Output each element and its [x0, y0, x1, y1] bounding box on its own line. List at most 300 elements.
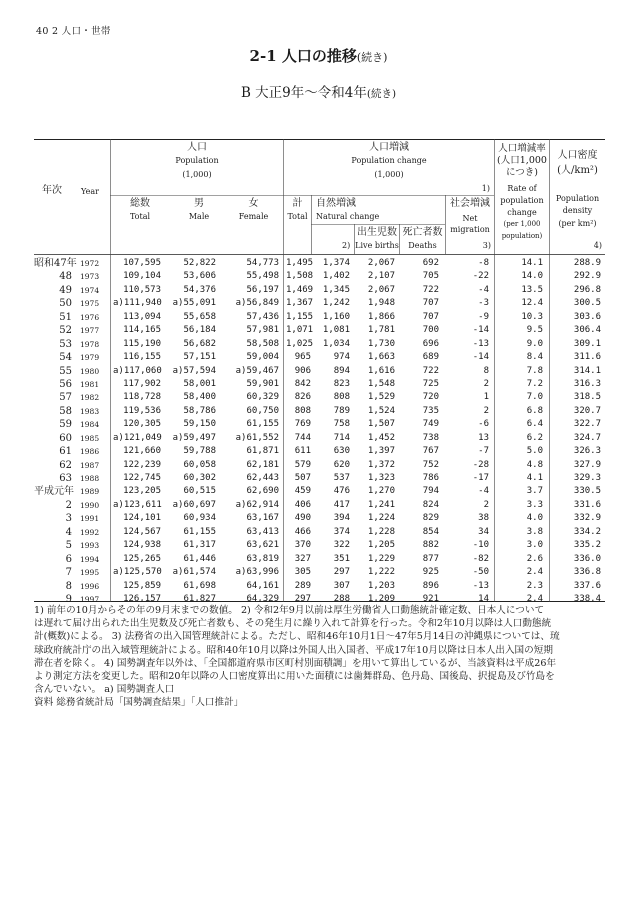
- cell-female: 62,443: [246, 473, 279, 483]
- cell-rate: 7.0: [526, 392, 543, 403]
- cell-deaths: 896: [422, 580, 439, 591]
- cell-chg: 965: [294, 352, 311, 363]
- cell-births: 1,866: [367, 311, 395, 322]
- cell-female: 59,901: [246, 378, 279, 389]
- row-year: 1972: [80, 259, 100, 268]
- cell-male: 61,317: [183, 540, 216, 551]
- table-row: [34, 459, 605, 472]
- cell-den: 318.5: [573, 392, 601, 403]
- cell-chg: 1,155: [286, 311, 314, 322]
- cell-nat: 394: [333, 513, 350, 524]
- table-row: [34, 284, 605, 297]
- row-year: 1975: [80, 299, 100, 309]
- cell-soc: 2: [483, 405, 489, 416]
- cell-rate: 7.2: [526, 378, 543, 389]
- cell-den: 337.6: [573, 580, 601, 591]
- cell-female: 57,436: [246, 311, 279, 322]
- cell-total: 122,745: [123, 473, 161, 483]
- cell-soc: -13: [472, 338, 489, 349]
- cell-male: 61,155: [183, 526, 216, 537]
- hdr-deaths-en: Deaths: [408, 241, 437, 250]
- hdr-natural-ja: 自然増減: [316, 198, 356, 209]
- cell-chg: 289: [294, 580, 311, 591]
- hdr-female-en: Female: [238, 212, 269, 221]
- table-row: [34, 378, 605, 391]
- hdr-rate-en5: population): [501, 232, 543, 240]
- cell-births: 1,397: [367, 446, 395, 457]
- table-row: [34, 566, 605, 579]
- cell-nat: 974: [333, 352, 350, 363]
- cell-nat: 374: [333, 526, 350, 537]
- cell-chg: 466: [294, 526, 311, 537]
- hdr-rate-en3: change: [507, 208, 537, 217]
- cell-rate: 3.8: [526, 526, 543, 537]
- row-year: 1994: [80, 554, 100, 564]
- row-era: 50: [59, 298, 72, 310]
- note-line: より測定方法を変更した。昭和20年以降の人口密度算出に用いた面積には歯舞群島、色丹島、国後島、択捉島及び竹島を: [34, 671, 555, 683]
- cell-den: 338.4: [573, 593, 601, 604]
- cell-births: 1,781: [367, 325, 395, 336]
- subtitle-continued: (続き): [366, 88, 397, 100]
- cell-deaths: 921: [422, 593, 439, 604]
- cell-male: 61,827: [183, 593, 216, 604]
- cell-births: 1,548: [367, 378, 395, 389]
- cell-chg: 744: [294, 432, 311, 443]
- cell-female: 55,498: [246, 271, 279, 282]
- cell-nat: 351: [333, 553, 350, 564]
- row-year: 1979: [80, 353, 100, 363]
- cell-deaths: 705: [422, 271, 439, 282]
- cell-chg: 459: [294, 486, 311, 497]
- cell-den: 303.6: [573, 311, 601, 322]
- hdr-rate-ja1: 人口増減率: [498, 143, 546, 154]
- cell-births: 1,507: [367, 419, 395, 430]
- cell-deaths: 696: [422, 338, 439, 349]
- cell-male: 59,150: [183, 419, 216, 430]
- cell-nat: 1,242: [322, 298, 350, 309]
- footnote-3: 3): [482, 241, 491, 250]
- cell-total: a)111,940: [113, 298, 162, 309]
- cell-births: 1,270: [367, 486, 395, 497]
- cell-female: 54,773: [246, 258, 279, 268]
- cell-soc: -10: [472, 540, 489, 551]
- cell-total: 115,190: [123, 338, 161, 349]
- cell-male: 61,446: [183, 553, 216, 564]
- hdr-density-en1: Population: [555, 194, 600, 203]
- cell-deaths: 794: [422, 486, 439, 497]
- cell-total: 107,595: [123, 258, 161, 268]
- cell-total: a)125,570: [113, 567, 162, 578]
- cell-total: 117,902: [123, 378, 161, 389]
- cell-male: a)60,697: [172, 499, 216, 510]
- cell-soc: -28: [472, 459, 489, 470]
- row-era: 7: [65, 567, 72, 579]
- cell-nat: 714: [333, 432, 350, 443]
- cell-nat: 808: [333, 392, 350, 403]
- cell-nat: 1,081: [322, 325, 350, 336]
- cell-den: 300.5: [573, 298, 601, 309]
- row-year: 1978: [80, 339, 100, 349]
- hdr-deaths-ja: 死亡者数: [402, 227, 443, 238]
- row-year: 1985: [80, 433, 100, 443]
- row-year: 1973: [80, 272, 100, 282]
- cell-den: 334.2: [573, 526, 601, 537]
- cell-births: 1,452: [367, 432, 395, 443]
- cell-rate: 4.1: [526, 473, 543, 483]
- cell-deaths: 707: [422, 298, 439, 309]
- cell-total: a)117,060: [113, 365, 162, 376]
- cell-soc: 14: [478, 593, 489, 604]
- cell-deaths: 738: [422, 432, 439, 443]
- cell-total: 124,938: [123, 540, 161, 551]
- cell-total: 113,094: [123, 311, 161, 322]
- cell-total: 119,536: [123, 405, 161, 416]
- cell-nat: 789: [333, 405, 350, 416]
- cell-soc: 8: [483, 365, 489, 376]
- row-era: 2: [65, 499, 72, 511]
- cell-rate: 6.2: [526, 432, 543, 443]
- cell-female: 62,181: [246, 459, 279, 470]
- cell-nat: 1,345: [322, 284, 350, 295]
- cell-soc: -6: [478, 419, 489, 430]
- hdr-births-ja: 出生児数: [357, 227, 397, 238]
- source-line: 資料 総務省統計局「国勢調査結果」「人口推計」: [34, 697, 244, 709]
- cell-chg: 579: [294, 459, 311, 470]
- cell-male: a)57,594: [172, 365, 216, 376]
- table-row: [34, 526, 605, 539]
- cell-soc: -3: [478, 298, 489, 309]
- cell-soc: -9: [478, 311, 489, 322]
- row-year: 1988: [80, 474, 100, 483]
- cell-male: 61,698: [183, 580, 216, 591]
- row-year: 1981: [80, 379, 100, 389]
- cell-total: 124,101: [123, 513, 161, 524]
- cell-male: 54,376: [183, 284, 216, 295]
- cell-births: 1,524: [367, 405, 395, 416]
- cell-rate: 7.8: [526, 365, 543, 376]
- cell-deaths: 752: [422, 459, 439, 470]
- note-line: 球政府統計庁の出入域管理統計による。昭和40年10月以降は外国人出入国者、平成17年10月以降は日本人出入国の短期: [34, 644, 553, 656]
- cell-deaths: 925: [422, 567, 439, 578]
- row-year: 1986: [80, 447, 100, 457]
- cell-chg: 370: [294, 540, 311, 551]
- cell-nat: 823: [333, 378, 350, 389]
- cell-chg: 842: [294, 378, 311, 389]
- row-year: 1990: [80, 500, 100, 510]
- hdr-social-en2: migration: [450, 225, 490, 234]
- note-line: は遅れて届け出られた出生児数及び死亡者数も、その発生月に繰り入れて計算を行った。令和2年10月以降は人口動態統: [34, 618, 552, 630]
- cell-chg: 1,508: [286, 271, 314, 282]
- row-era: 49: [59, 284, 72, 296]
- table-title: [0, 45, 637, 66]
- row-year: 1987: [80, 460, 100, 470]
- row-era: 54: [59, 352, 72, 364]
- row-era: 昭和47年: [34, 258, 77, 269]
- hdr-year-en: Year: [81, 187, 99, 196]
- cell-soc: -13: [472, 580, 489, 591]
- footnote-1: 1): [481, 184, 490, 193]
- row-era: 55: [59, 365, 72, 377]
- hdr-calc-ja: 計: [292, 198, 303, 209]
- cell-births: 2,107: [367, 271, 395, 282]
- hdr-social-ja: 社会増減: [450, 198, 490, 209]
- hdr-natural-en: Natural change: [316, 212, 380, 221]
- cell-rate: 4.0: [526, 513, 543, 524]
- table-row: [34, 499, 605, 512]
- running-head: 40 2 人口・世帯: [36, 26, 111, 37]
- cell-total: 116,155: [123, 352, 161, 363]
- table-row: [34, 338, 605, 351]
- cell-deaths: 749: [422, 419, 439, 430]
- cell-deaths: 722: [422, 284, 439, 295]
- row-year: 1980: [80, 366, 100, 376]
- table-row: [34, 512, 605, 525]
- cell-rate: 14.1: [521, 258, 543, 268]
- cell-births: 1,222: [367, 567, 395, 578]
- cell-nat: 476: [333, 486, 350, 497]
- cell-female: 63,167: [246, 513, 279, 524]
- cell-total: 125,265: [123, 553, 161, 564]
- cell-den: 296.8: [573, 284, 601, 295]
- cell-total: 120,305: [123, 419, 161, 430]
- cell-female: a)59,467: [235, 365, 279, 376]
- cell-female: 60,750: [246, 405, 279, 416]
- row-year: 1993: [80, 541, 100, 551]
- cell-den: 316.3: [573, 378, 601, 389]
- cell-rate: 9.0: [526, 338, 543, 349]
- cell-rate: 2.4: [526, 567, 543, 578]
- cell-den: 326.3: [573, 446, 601, 457]
- cell-births: 1,663: [367, 352, 395, 363]
- table-row: [34, 580, 605, 593]
- cell-nat: 297: [333, 567, 350, 578]
- cell-chg: 305: [294, 567, 311, 578]
- cell-nat: 620: [333, 459, 350, 470]
- note-line: 滞在者を除く。 4) 国勢調査年以外は、「全国都道府県市区町村別面積調」を用いて算出しているが、当該資料は平成26年: [34, 657, 557, 669]
- hdr-rate-ja2: (人口1,000: [497, 155, 547, 166]
- cell-male: a)55,091: [172, 298, 216, 309]
- cell-births: 1,372: [367, 459, 395, 470]
- subtitle-text: B 大正9年～令和4年: [240, 85, 367, 101]
- cell-nat: 307: [333, 580, 350, 591]
- hdr-female-ja: 女: [248, 198, 259, 209]
- cell-births: 1,948: [367, 298, 395, 309]
- footnote-4: 4): [593, 241, 602, 250]
- cell-soc: 1: [483, 392, 489, 403]
- row-era: 63: [59, 473, 72, 484]
- note-line: 含んでいない。 a) 国勢調査人口: [34, 684, 175, 696]
- cell-den: 336.0: [573, 553, 601, 564]
- table-row: [34, 432, 605, 445]
- cell-den: 311.6: [573, 352, 601, 363]
- cell-female: a)61,552: [235, 432, 279, 443]
- cell-chg: 1,367: [286, 298, 314, 309]
- cell-female: 62,690: [246, 486, 279, 497]
- cell-rate: 2.3: [526, 580, 543, 591]
- cell-deaths: 720: [422, 392, 439, 403]
- cell-nat: 894: [333, 365, 350, 376]
- table-row: [34, 391, 605, 404]
- cell-male: 56,184: [183, 325, 216, 336]
- hdr-births-en: Live births: [355, 241, 399, 250]
- cell-male: 58,786: [183, 405, 216, 416]
- cell-female: 57,981: [246, 325, 279, 336]
- cell-rate: 6.8: [526, 405, 543, 416]
- cell-rate: 13.5: [521, 284, 543, 295]
- row-year: 1989: [80, 487, 100, 497]
- cell-total: 123,205: [123, 486, 161, 497]
- cell-deaths: 829: [422, 513, 439, 524]
- cell-den: 314.1: [573, 365, 601, 376]
- cell-male: 60,515: [183, 486, 216, 497]
- cell-den: 322.7: [573, 419, 601, 430]
- row-year: 1996: [80, 581, 100, 591]
- row-era: 59: [59, 419, 72, 431]
- table-row: [34, 311, 605, 324]
- row-era: 56: [59, 378, 72, 390]
- cell-male: 60,058: [183, 459, 216, 470]
- note-line: 1) 前年の10月からその年の9月末までの数値。 2) 令和2年9月以前は厚生労働省人口動態統計確定数、日本人について: [34, 605, 545, 616]
- cell-soc: 2: [483, 499, 489, 510]
- cell-deaths: 689: [422, 352, 439, 363]
- footnote-2: 2): [342, 241, 351, 250]
- cell-births: 1,229: [367, 553, 395, 564]
- cell-births: 1,209: [367, 593, 395, 604]
- hdr-rate-en1: Rate of: [507, 184, 537, 193]
- cell-chg: 611: [294, 446, 311, 457]
- hdr-density-en2: density: [562, 206, 593, 215]
- cell-nat: 1,160: [322, 311, 350, 322]
- cell-rate: 3.3: [526, 499, 543, 510]
- cell-female: 63,621: [246, 540, 279, 551]
- row-year: 1976: [80, 312, 100, 322]
- cell-deaths: 882: [422, 540, 439, 551]
- cell-rate: 14.0: [521, 271, 543, 282]
- cell-soc: 13: [478, 432, 489, 443]
- hdr-change-ja: 人口増減: [369, 142, 409, 153]
- cell-rate: 6.4: [526, 419, 543, 430]
- cell-den: 336.8: [573, 567, 601, 578]
- cell-births: 1,205: [367, 540, 395, 551]
- cell-soc: -8: [478, 258, 489, 268]
- cell-female: 61,155: [246, 419, 279, 430]
- title-text: 2-1 人口の推移: [249, 47, 357, 65]
- cell-births: 1,241: [367, 499, 395, 510]
- row-era: 58: [59, 405, 72, 417]
- row-era: 6: [65, 553, 72, 565]
- row-era: 51: [59, 311, 72, 323]
- row-era: 53: [59, 338, 72, 350]
- note-line: 計(概数)による。 3) 法務省の出入国管理統計による。ただし、昭和46年10月1日～47年5月14日の沖縄県については、琉: [34, 631, 560, 643]
- hdr-density-ja1: 人口密度: [557, 150, 598, 161]
- row-era: 48: [59, 271, 72, 283]
- cell-female: a)62,914: [235, 499, 279, 510]
- cell-deaths: 735: [422, 405, 439, 416]
- table-row: [34, 297, 605, 310]
- cell-chg: 490: [294, 513, 311, 524]
- cell-soc: -14: [472, 352, 489, 363]
- cell-soc: -14: [472, 325, 489, 336]
- cell-nat: 537: [333, 473, 350, 483]
- row-year: 1992: [80, 527, 100, 537]
- cell-male: 52,822: [183, 258, 216, 268]
- cell-nat: 758: [333, 419, 350, 430]
- cell-den: 306.4: [573, 325, 601, 336]
- cell-rate: 10.3: [521, 311, 543, 322]
- cell-rate: 2.4: [526, 593, 543, 604]
- row-year: 1974: [80, 285, 100, 295]
- cell-chg: 808: [294, 405, 311, 416]
- cell-chg: 507: [294, 473, 311, 483]
- cell-male: 59,788: [183, 446, 216, 457]
- table-row: [34, 365, 605, 378]
- cell-female: 60,329: [246, 392, 279, 403]
- cell-total: 114,165: [123, 325, 161, 336]
- cell-births: 1,529: [367, 392, 395, 403]
- cell-rate: 3.7: [526, 486, 543, 497]
- table-row: [34, 324, 605, 337]
- table-body: [34, 257, 605, 606]
- cell-den: 332.9: [573, 513, 601, 524]
- hdr-total-en: Total: [129, 212, 151, 221]
- hdr-rate-en2: population: [500, 196, 544, 205]
- cell-total: a)123,611: [113, 499, 162, 510]
- cell-den: 292.9: [573, 271, 601, 282]
- cell-den: 329.3: [573, 473, 601, 483]
- cell-den: 330.5: [573, 486, 601, 497]
- cell-soc: 34: [478, 526, 489, 537]
- table-subtitle: [0, 81, 637, 101]
- table-row: [34, 257, 605, 270]
- cell-total: 121,660: [123, 446, 161, 457]
- cell-chg: 769: [294, 419, 311, 430]
- row-year: 1997: [80, 594, 100, 604]
- row-era: 9: [65, 593, 72, 605]
- cell-soc: 2: [483, 378, 489, 389]
- cell-male: a)59,497: [172, 432, 216, 443]
- cell-rate: 9.5: [526, 325, 543, 336]
- table-row: [34, 539, 605, 552]
- row-year: 1995: [80, 568, 100, 578]
- cell-nat: 322: [333, 540, 350, 551]
- cell-den: 335.2: [573, 540, 601, 551]
- cell-deaths: 877: [422, 553, 439, 564]
- cell-chg: 1,469: [286, 284, 314, 295]
- table-row: [34, 405, 605, 418]
- cell-male: 60,934: [183, 513, 216, 524]
- hdr-pop-en: Population: [175, 156, 219, 165]
- cell-nat: 417: [333, 499, 350, 510]
- table-row: [34, 485, 605, 498]
- cell-chg: 327: [294, 553, 311, 564]
- cell-male: 53,606: [183, 271, 216, 282]
- table-notes: [34, 604, 604, 710]
- hdr-calc-en: Total: [287, 212, 308, 221]
- cell-nat: 1,034: [322, 338, 350, 349]
- table-row: [34, 445, 605, 458]
- cell-male: 58,400: [183, 392, 216, 403]
- hdr-change-en: Population change: [351, 156, 427, 165]
- cell-female: 59,004: [246, 352, 279, 363]
- cell-deaths: 707: [422, 311, 439, 322]
- hdr-social-en1: Net: [462, 214, 478, 223]
- cell-rate: 4.8: [526, 459, 543, 470]
- table-row: [34, 270, 605, 283]
- cell-female: 61,871: [246, 446, 279, 457]
- cell-total: 124,567: [123, 526, 161, 537]
- cell-soc: -17: [472, 473, 489, 483]
- cell-soc: -4: [478, 486, 489, 497]
